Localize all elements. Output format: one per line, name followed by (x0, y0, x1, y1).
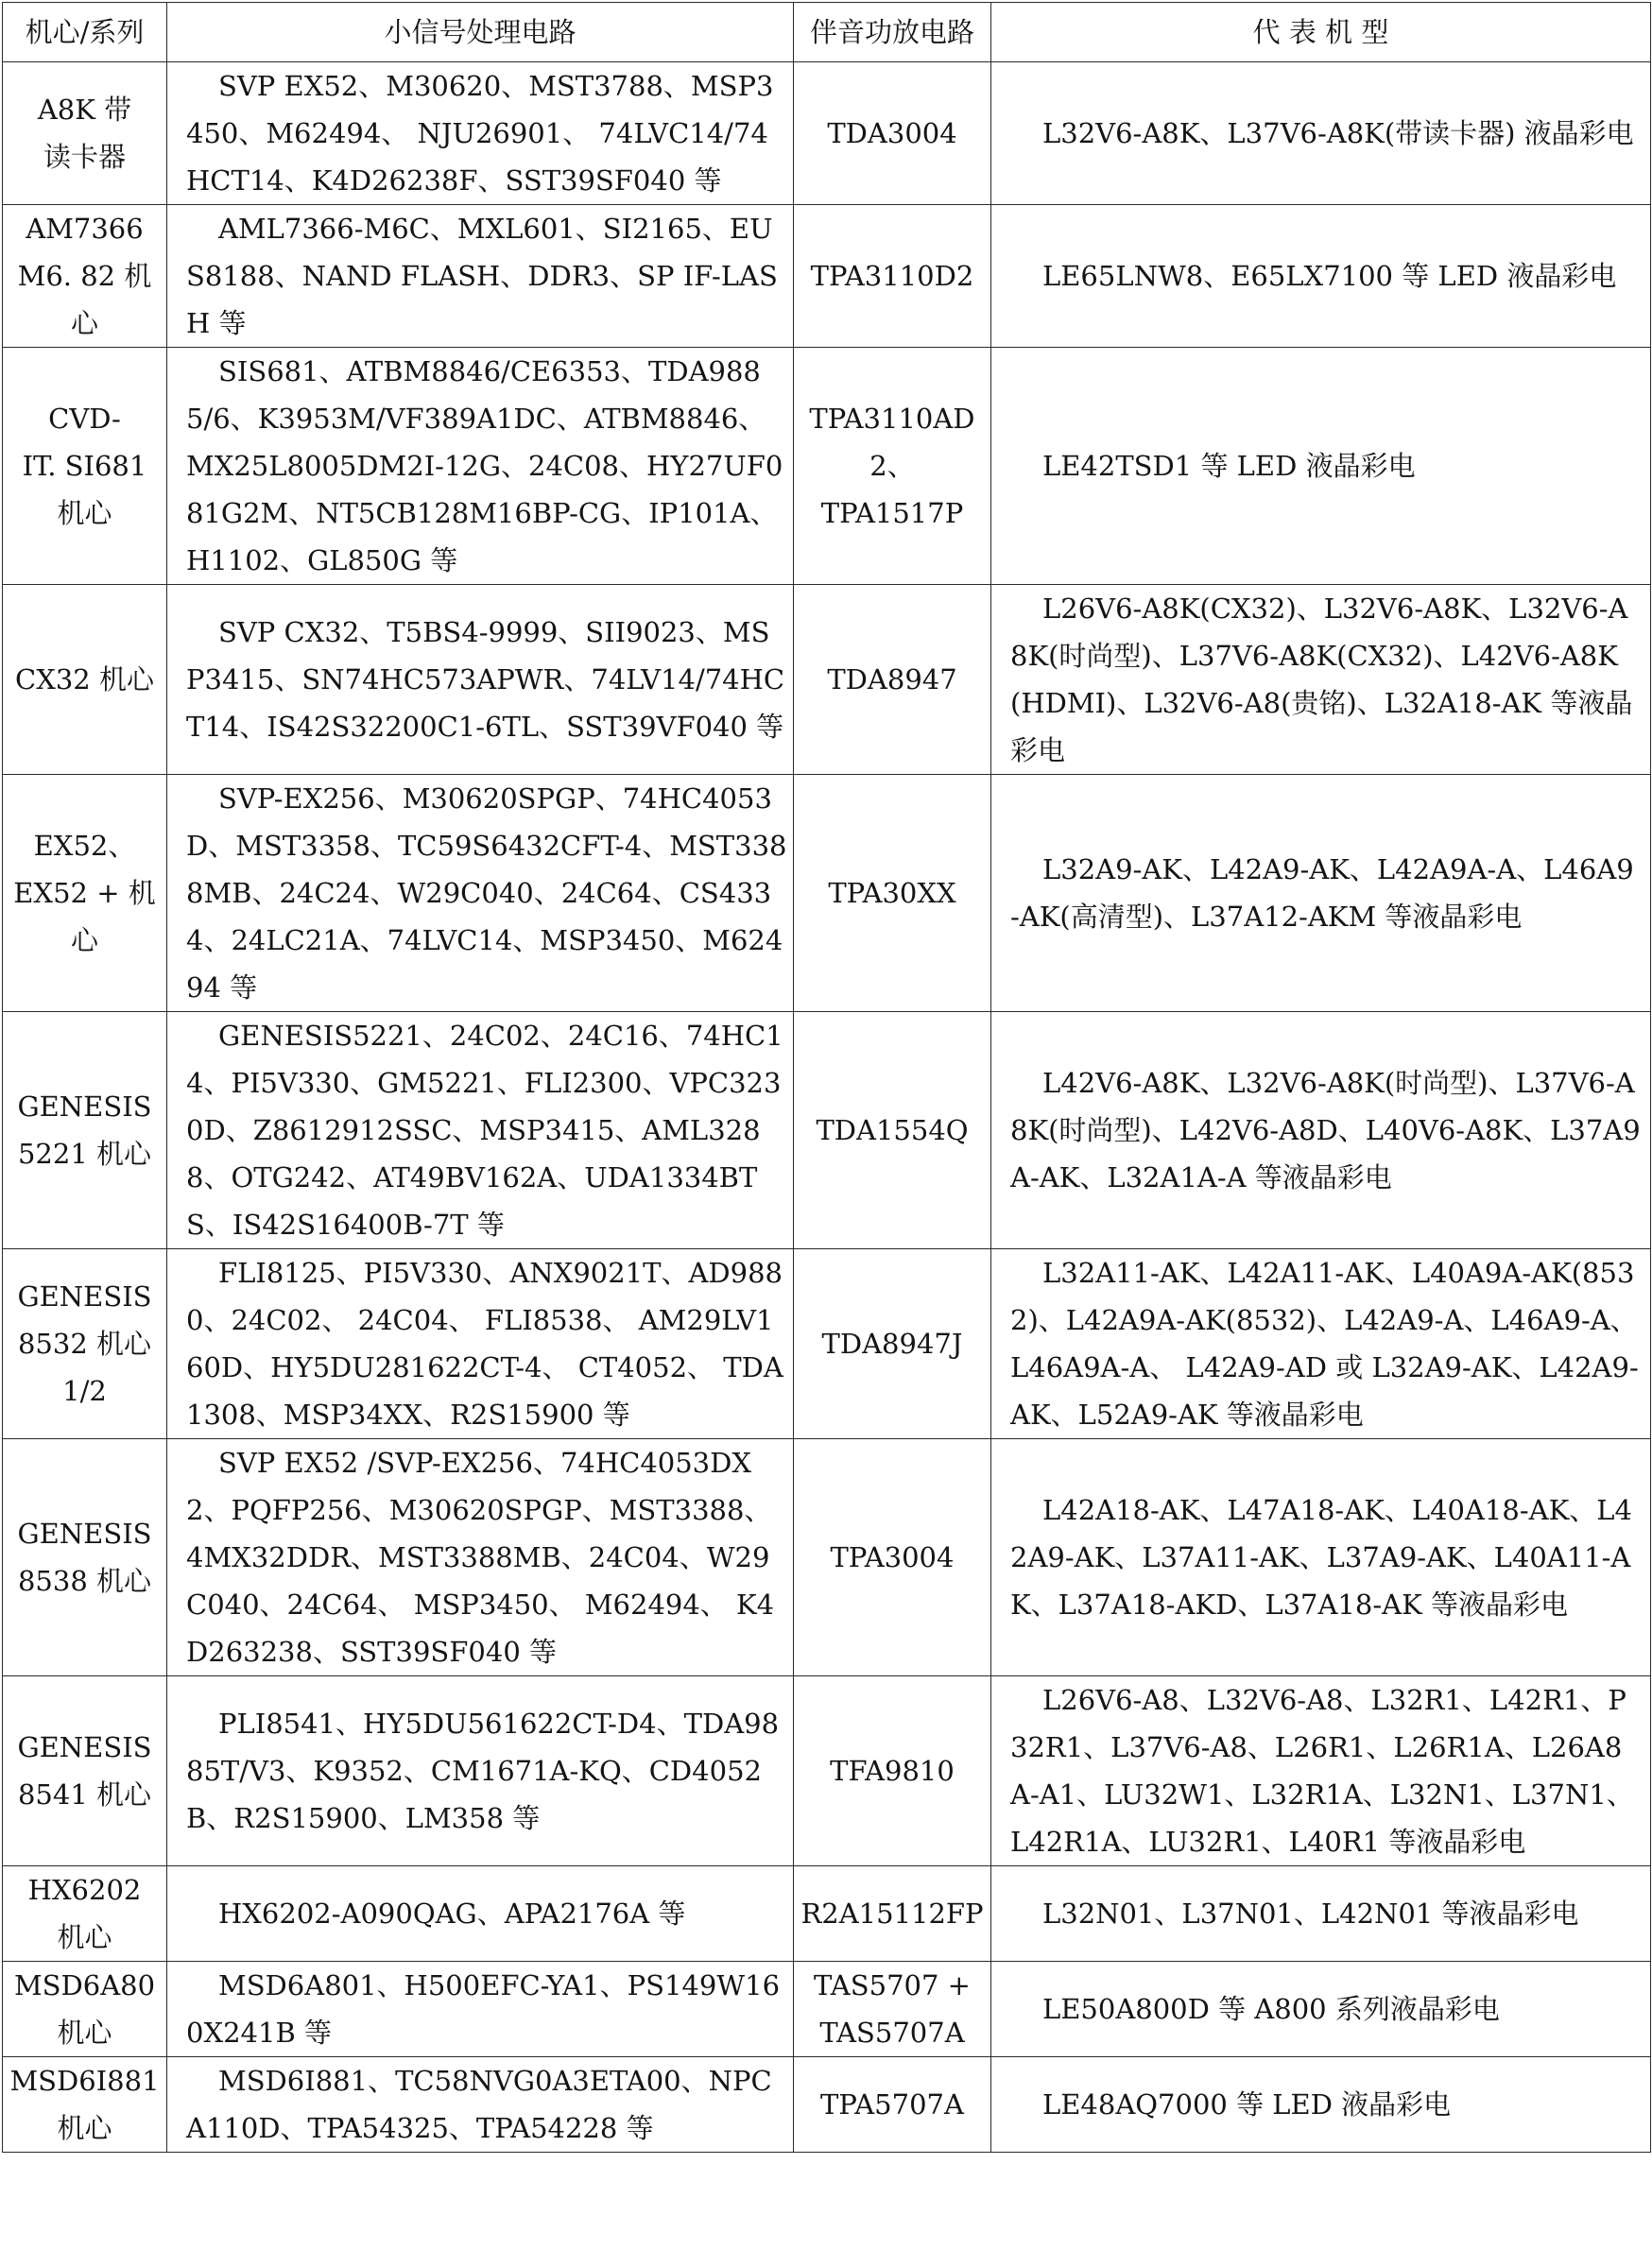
audio-line: TPA3110D2 (810, 260, 974, 292)
table-row (3, 348, 1651, 585)
cell-audio-amp (794, 1439, 991, 1676)
tv-models-text: LE42TSD1 等 LED 液晶彩电 (1042, 450, 1416, 482)
circuit-text: SVP-EX256、M30620SPGP、74HC4053D、MST3358、TC59S6432CFT-4、MST3388MB、24C24、W29C040、24C64、CS4334、24LC21A、74LVC14、MSP3450、M62494 等 (186, 782, 787, 1004)
cell-chassis (3, 1866, 167, 1962)
cell-audio-amp (794, 585, 991, 775)
tv-models-text: L32A9-AK、L42A9-AK、L42A9A-A、L46A9-AK(高清型)、L37A12-AKM 等液晶彩电 (1010, 853, 1634, 933)
chassis-line: GENESIS (17, 1091, 152, 1123)
audio-line: TAS5707 + (814, 1969, 971, 2001)
audio-line: TDA8947J (821, 1328, 963, 1360)
chassis-line: 8541 机心 (17, 1778, 152, 1811)
audio-line: TFA9810 (830, 1755, 955, 1787)
chassis-table (2, 2, 1651, 2153)
cell-tv-models (991, 1012, 1651, 1249)
cell-chassis (3, 62, 167, 205)
cell-tv-models (991, 2057, 1651, 2153)
chassis-line: 机心 (57, 2112, 112, 2144)
cell-tv-models (991, 348, 1651, 585)
table-row (3, 775, 1651, 1012)
header-chassis: 机心/系列 (3, 3, 167, 62)
circuit-text: SIS681、ATBM8846/CE6353、TDA9885/6、K3953M/VF389A1DC、ATBM8846、MX25L8005DM2I-12G、24C08、HY27UF081G2M、NT5CB128M16BP-CG、IP101A、H1102、GL850G 等 (186, 355, 783, 576)
cell-audio-amp (794, 775, 991, 1012)
audio-line: TPA3004 (830, 1541, 955, 1573)
chassis-line: 机心 (57, 497, 112, 529)
cell-chassis (3, 585, 167, 775)
chassis-line: GENESIS (17, 1731, 152, 1763)
audio-line: TPA5707A (820, 2088, 964, 2121)
cell-audio-amp (794, 1676, 991, 1866)
table-row (3, 1962, 1651, 2057)
cell-signal-circuit (167, 205, 794, 348)
chassis-line: CX32 机心 (15, 663, 154, 696)
cell-audio-amp (794, 1249, 991, 1439)
cell-audio-amp (794, 1866, 991, 1962)
audio-line: TPA1517P (820, 497, 964, 529)
chassis-line: GENESIS (17, 1518, 152, 1550)
cell-tv-models (991, 1962, 1651, 2057)
cell-chassis (3, 1676, 167, 1866)
audio-line: TPA30XX (828, 877, 956, 909)
cell-tv-models (991, 62, 1651, 205)
cell-signal-circuit (167, 1012, 794, 1249)
circuit-text: HX6202-A090QAG、APA2176A 等 (218, 1898, 686, 1930)
cell-signal-circuit (167, 1439, 794, 1676)
cell-tv-models (991, 1439, 1651, 1676)
cell-signal-circuit (167, 1676, 794, 1866)
cell-audio-amp (794, 62, 991, 205)
tv-models-text: LE65LNW8、E65LX7100 等 LED 液晶彩电 (1042, 260, 1617, 292)
cell-tv-models (991, 585, 1651, 775)
audio-line: TDA3004 (827, 117, 957, 149)
tv-models-text: L42V6-A8K、L32V6-A8K(时尚型)、L37V6-A8K(时尚型)、L42V6-A8D、L40V6-A8K、L37A9A-AK、L32A1A-A 等液晶彩电 (1010, 1067, 1641, 1194)
cell-tv-models (991, 205, 1651, 348)
cell-chassis (3, 1962, 167, 2057)
table-row (3, 62, 1651, 205)
cell-tv-models (991, 1249, 1651, 1439)
cell-chassis (3, 1012, 167, 1249)
audio-line: TDA1554Q (816, 1114, 969, 1146)
chassis-line: 8532 机心 (17, 1328, 152, 1360)
chassis-line: A8K 带 (37, 94, 132, 126)
chassis-line: 机心 (57, 2017, 112, 2049)
table-body (3, 62, 1651, 2153)
table-row (3, 205, 1651, 348)
table-row (3, 1439, 1651, 1676)
chassis-line: 8538 机心 (17, 1565, 152, 1597)
cell-chassis (3, 348, 167, 585)
chassis-line: IT. SI681 (22, 450, 147, 482)
header-tv-models: 代 表 机 型 (991, 3, 1651, 62)
circuit-text: AML7366-M6C、MXL601、SI2165、EUS8188、NAND FLASH、DDR3、SP IF-LASH 等 (186, 213, 778, 339)
cell-signal-circuit (167, 775, 794, 1012)
chassis-line: EX52、 (33, 830, 136, 862)
tv-models-text: L32V6-A8K、L37V6-A8K(带读卡器) 液晶彩电 (1042, 117, 1634, 149)
tv-models-text: L32N01、L37N01、L42N01 等液晶彩电 (1042, 1898, 1579, 1930)
cell-audio-amp (794, 205, 991, 348)
chassis-line: MSD6A80 (13, 1969, 156, 2001)
chassis-line: 1/2 (62, 1375, 107, 1407)
cell-signal-circuit (167, 1249, 794, 1439)
header-signal-circuit: 小信号处理电路 (167, 3, 794, 62)
cell-signal-circuit (167, 62, 794, 205)
circuit-text: PLI8541、HY5DU561622CT-D4、TDA9885T/V3、K9352、CM1671A-KQ、CD4052B、R2S15900、LM358 等 (186, 1708, 780, 1834)
table-row (3, 2057, 1651, 2153)
tv-models-text: LE48AQ7000 等 LED 液晶彩电 (1042, 2088, 1452, 2121)
chassis-line: 机心 (57, 1921, 112, 1953)
circuit-text: SVP EX52、M30620、MST3788、MSP3450、M62494、 NJU26901、 74LVC14/74HCT14、K4D26238F、SST39SF040 等 (186, 70, 774, 197)
circuit-text: MSD6I881、TC58NVG0A3ETA00、NPCA110D、TPA54325、TPA54228 等 (186, 2065, 772, 2144)
circuit-text: FLI8125、PI5V330、ANX9021T、AD9880、24C02、 24C04、 FLI8538、 AM29LV160D、HY5DU281622CT-4、 CT4052、 TDA1308、MSP34XX、R2S15900 等 (186, 1257, 783, 1431)
cell-signal-circuit (167, 1866, 794, 1962)
audio-line: TPA3110AD2、 (809, 403, 975, 482)
chassis-line: EX52 + 机心 (13, 877, 156, 956)
cell-chassis (3, 1439, 167, 1676)
cell-signal-circuit (167, 348, 794, 585)
table-row (3, 1676, 1651, 1866)
circuit-text: SVP EX52 /SVP-EX256、74HC4053DX2、PQFP256、M30620SPGP、MST3388、4MX32DDR、MST3388MB、24C04、W29C040、24C64、 MSP3450、 M62494、 K4D263238、SST39SF040 等 (186, 1447, 775, 1668)
cell-audio-amp (794, 1962, 991, 2057)
header-audio-amp: 伴音功放电路 (794, 3, 991, 62)
circuit-text: SVP CX32、T5BS4-9999、SII9023、MSP3415、SN74HC573APWR、74LV14/74HCT14、IS42S32200C1-6TL、SST39VF040 等 (186, 616, 785, 743)
chassis-line: CVD- (48, 403, 121, 435)
table-row (3, 1249, 1651, 1439)
cell-chassis (3, 1249, 167, 1439)
chassis-line: M6. 82 机心 (17, 260, 152, 339)
table-row (3, 1012, 1651, 1249)
table-row (3, 1866, 1651, 1962)
chassis-line: 5221 机心 (17, 1138, 152, 1170)
cell-tv-models (991, 1866, 1651, 1962)
tv-models-text: L32A11-AK、L42A11-AK、L40A9A-AK(8532)、L42A9A-AK(8532)、L42A9-A、L46A9-A、 L46A9A-A、 L42A9-AD 或 L32A9-AK、L42A9-AK、L52A9-AK 等液晶彩电 (1010, 1257, 1639, 1431)
chassis-line: HX6202 (27, 1874, 142, 1906)
cell-audio-amp (794, 2057, 991, 2153)
chassis-line: GENESIS (17, 1280, 152, 1313)
cell-tv-models (991, 1676, 1651, 1866)
cell-chassis (3, 775, 167, 1012)
audio-line: R2A15112FP (800, 1898, 984, 1930)
tv-models-text: LE50A800D 等 A800 系列液晶彩电 (1042, 1993, 1500, 2025)
cell-chassis (3, 2057, 167, 2153)
audio-line: TDA8947 (827, 663, 957, 696)
circuit-text: MSD6A801、H500EFC-YA1、PS149W160X241B 等 (186, 1969, 781, 2049)
tv-models-text: L26V6-A8K(CX32)、L32V6-A8K、L32V6-A8K(时尚型)、L37V6-A8K(CX32)、L42V6-A8K(HDMI)、L32V6-A8(贵铭)、L32A18-AK 等液晶彩电 (1010, 593, 1633, 766)
chassis-line: MSD6I881 (9, 2065, 160, 2097)
cell-signal-circuit (167, 1962, 794, 2057)
tv-models-text: L42A18-AK、L47A18-AK、L40A18-AK、L42A9-AK、L37A11-AK、L37A9-AK、L40A11-AK、L37A18-AKD、L37A18-AK 等液晶彩电 (1010, 1494, 1632, 1621)
chassis-line: 读卡器 (43, 141, 126, 173)
audio-line: TAS5707A (819, 2017, 965, 2049)
chassis-line: AM7366 (26, 213, 144, 245)
cell-audio-amp (794, 348, 991, 585)
circuit-text: GENESIS5221、24C02、24C16、74HC14、PI5V330、GM5221、FLI2300、VPC3230D、Z8612912SSC、MSP3415、AML3288、OTG242、AT49BV162A、UDA1334BTS、IS42S16400B-7T 等 (186, 1020, 783, 1241)
cell-signal-circuit (167, 2057, 794, 2153)
cell-audio-amp (794, 1012, 991, 1249)
cell-signal-circuit (167, 585, 794, 775)
table-row (3, 585, 1651, 775)
tv-models-text: L26V6-A8、L32V6-A8、L32R1、L42R1、P32R1、L37V6-A8、L26R1、L26R1A、L26A8A-A1、LU32W1、L32R1A、L32N1、L37N1、L42R1A、LU32R1、L40R1 等液晶彩电 (1010, 1684, 1634, 1858)
table-header-row (3, 3, 1651, 62)
cell-chassis (3, 205, 167, 348)
cell-tv-models (991, 775, 1651, 1012)
